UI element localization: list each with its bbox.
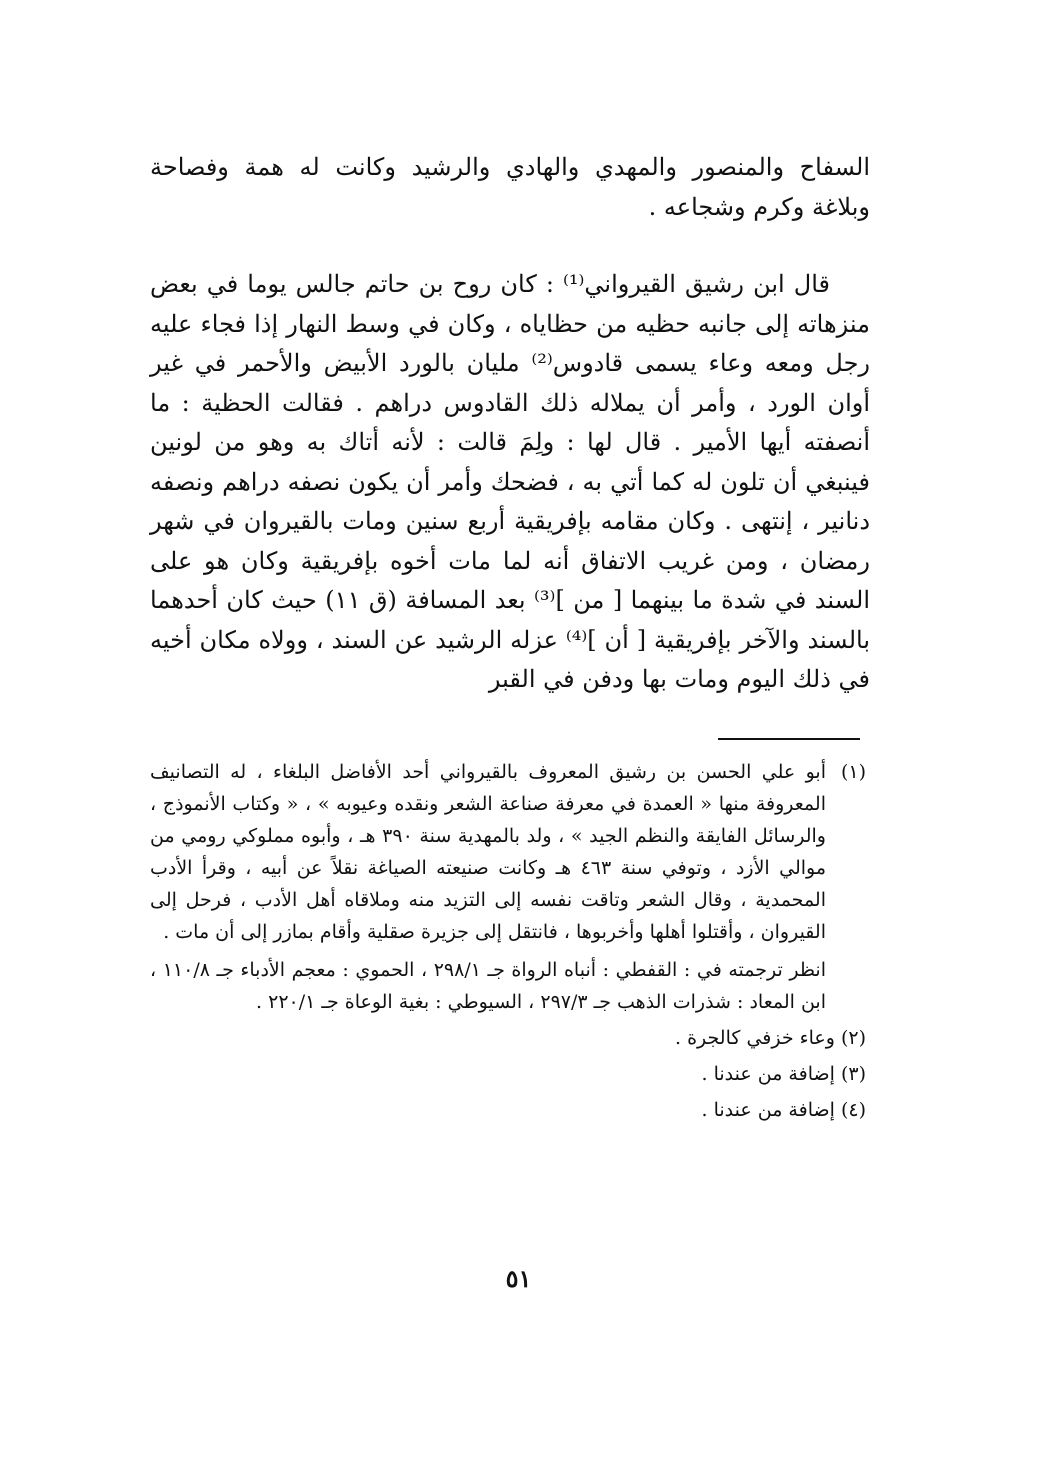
- footnote-separator: [718, 738, 860, 740]
- footnote-2-text: وعاء خزفي كالجرة .: [675, 1027, 835, 1049]
- footnote-3-number: (٣): [840, 1063, 866, 1085]
- footnote-4-number: (٤): [840, 1099, 866, 1121]
- footnote-1-number: (١): [840, 761, 866, 783]
- main-text: [150, 148, 870, 700]
- footnote-3-text: إضافة من عندنا .: [701, 1063, 835, 1085]
- footnote-1: [150, 756, 866, 948]
- page-number: ٥١: [505, 1264, 532, 1293]
- footnote-4-text: إضافة من عندنا .: [701, 1099, 835, 1121]
- footnote-3: [150, 1058, 866, 1090]
- footnote-1-sources: انظر ترجمته في : القفطي : أنباه الرواة جـ ٢٩٨/١ ، الحموي : معجم الأدباء جـ ١١٠/٨ ، ابن المعاد : شذرات الذهب جـ ٢٩٧/٣ ، السيوطي : بغية الوعاة جـ ٢٢٠/١ .: [150, 959, 826, 1013]
- main-paragraph-2: قال ابن رشيق القيرواني⁽¹⁾ : كان روح بن حاتم جالس يوما في بعض منزهاته إلى جانبه حظيه من حظاياه ، وكان في وسط النهار إذا فجاء عليه رجل ومعه وعاء يسمى قادوس⁽²⁾ مليان بالورد الأبيض والأحمر في غير أوان الورد ، وأمر أن يملاله ذلك القادوس دراهم . فقالت الحظية : ما أنصفته أيها الأمير . قال لها : ولِمَ قالت : لأنه أتاك به وهو من لونين فينبغي أن تلون له كما أتي به ، فضحك وأمر أن يكون نصفه دراهم ونصفه دنانير ، إنتهى . وكان مقامه بإفريقية أربع سنين ومات بالقيروان في شهر رمضان ، ومن غريب الاتفاق أنه لما مات أخوه بإفريقية وكان هو على السند في شدة ما بينهما [ من ]⁽³⁾ بعد المسافة (ق ١١) حيث كان أحدهما بالسند والآخر بإفريقية [ أن ]⁽⁴⁾ عزله الرشيد عن السند ، وولاه مكان أخيه في ذلك اليوم ومات بها ودفن في القبر: [150, 270, 871, 693]
- footnote-1-text: أبو علي الحسن بن رشيق المعروف بالقيرواني أحد الأفاضل البلغاء ، له التصانيف المعروفة منها « العمدة في معرفة صناعة الشعر ونقده وعيوبه » ، « وكتاب الأنموذج ، والرسائل الفايقة والنظم الجيد » ، ولد بالمهدية سنة ٣٩٠ هـ ، وأبوه مملوكي رومي من موالي الأزد ، وتوفي سنة ٤٦٣ هـ وكانت صنيعته الصياغة نقلاً عن أبيه ، وقرأ الأدب المحمدية ، وقال الشعر وتاقت نفسه إلى التزيد منه وملاقاه أهل الأدب ، فرحل إلى القيروان ، وأقتلوا أهلها وأخربوها ، فانتقل إلى جزيرة صقلية وأقام بمازر إلى أن مات .: [150, 761, 827, 943]
- footnote-4: [150, 1094, 866, 1126]
- main-paragraph-1: السفاح والمنصور والمهدي والهادي والرشيد وكانت له همة وفصاحة وبلاغة وكرم وشجاعه .: [150, 153, 870, 221]
- footnote-2: [150, 1022, 866, 1054]
- footnote-2-number: (٢): [840, 1027, 866, 1049]
- footnotes: [150, 756, 866, 1126]
